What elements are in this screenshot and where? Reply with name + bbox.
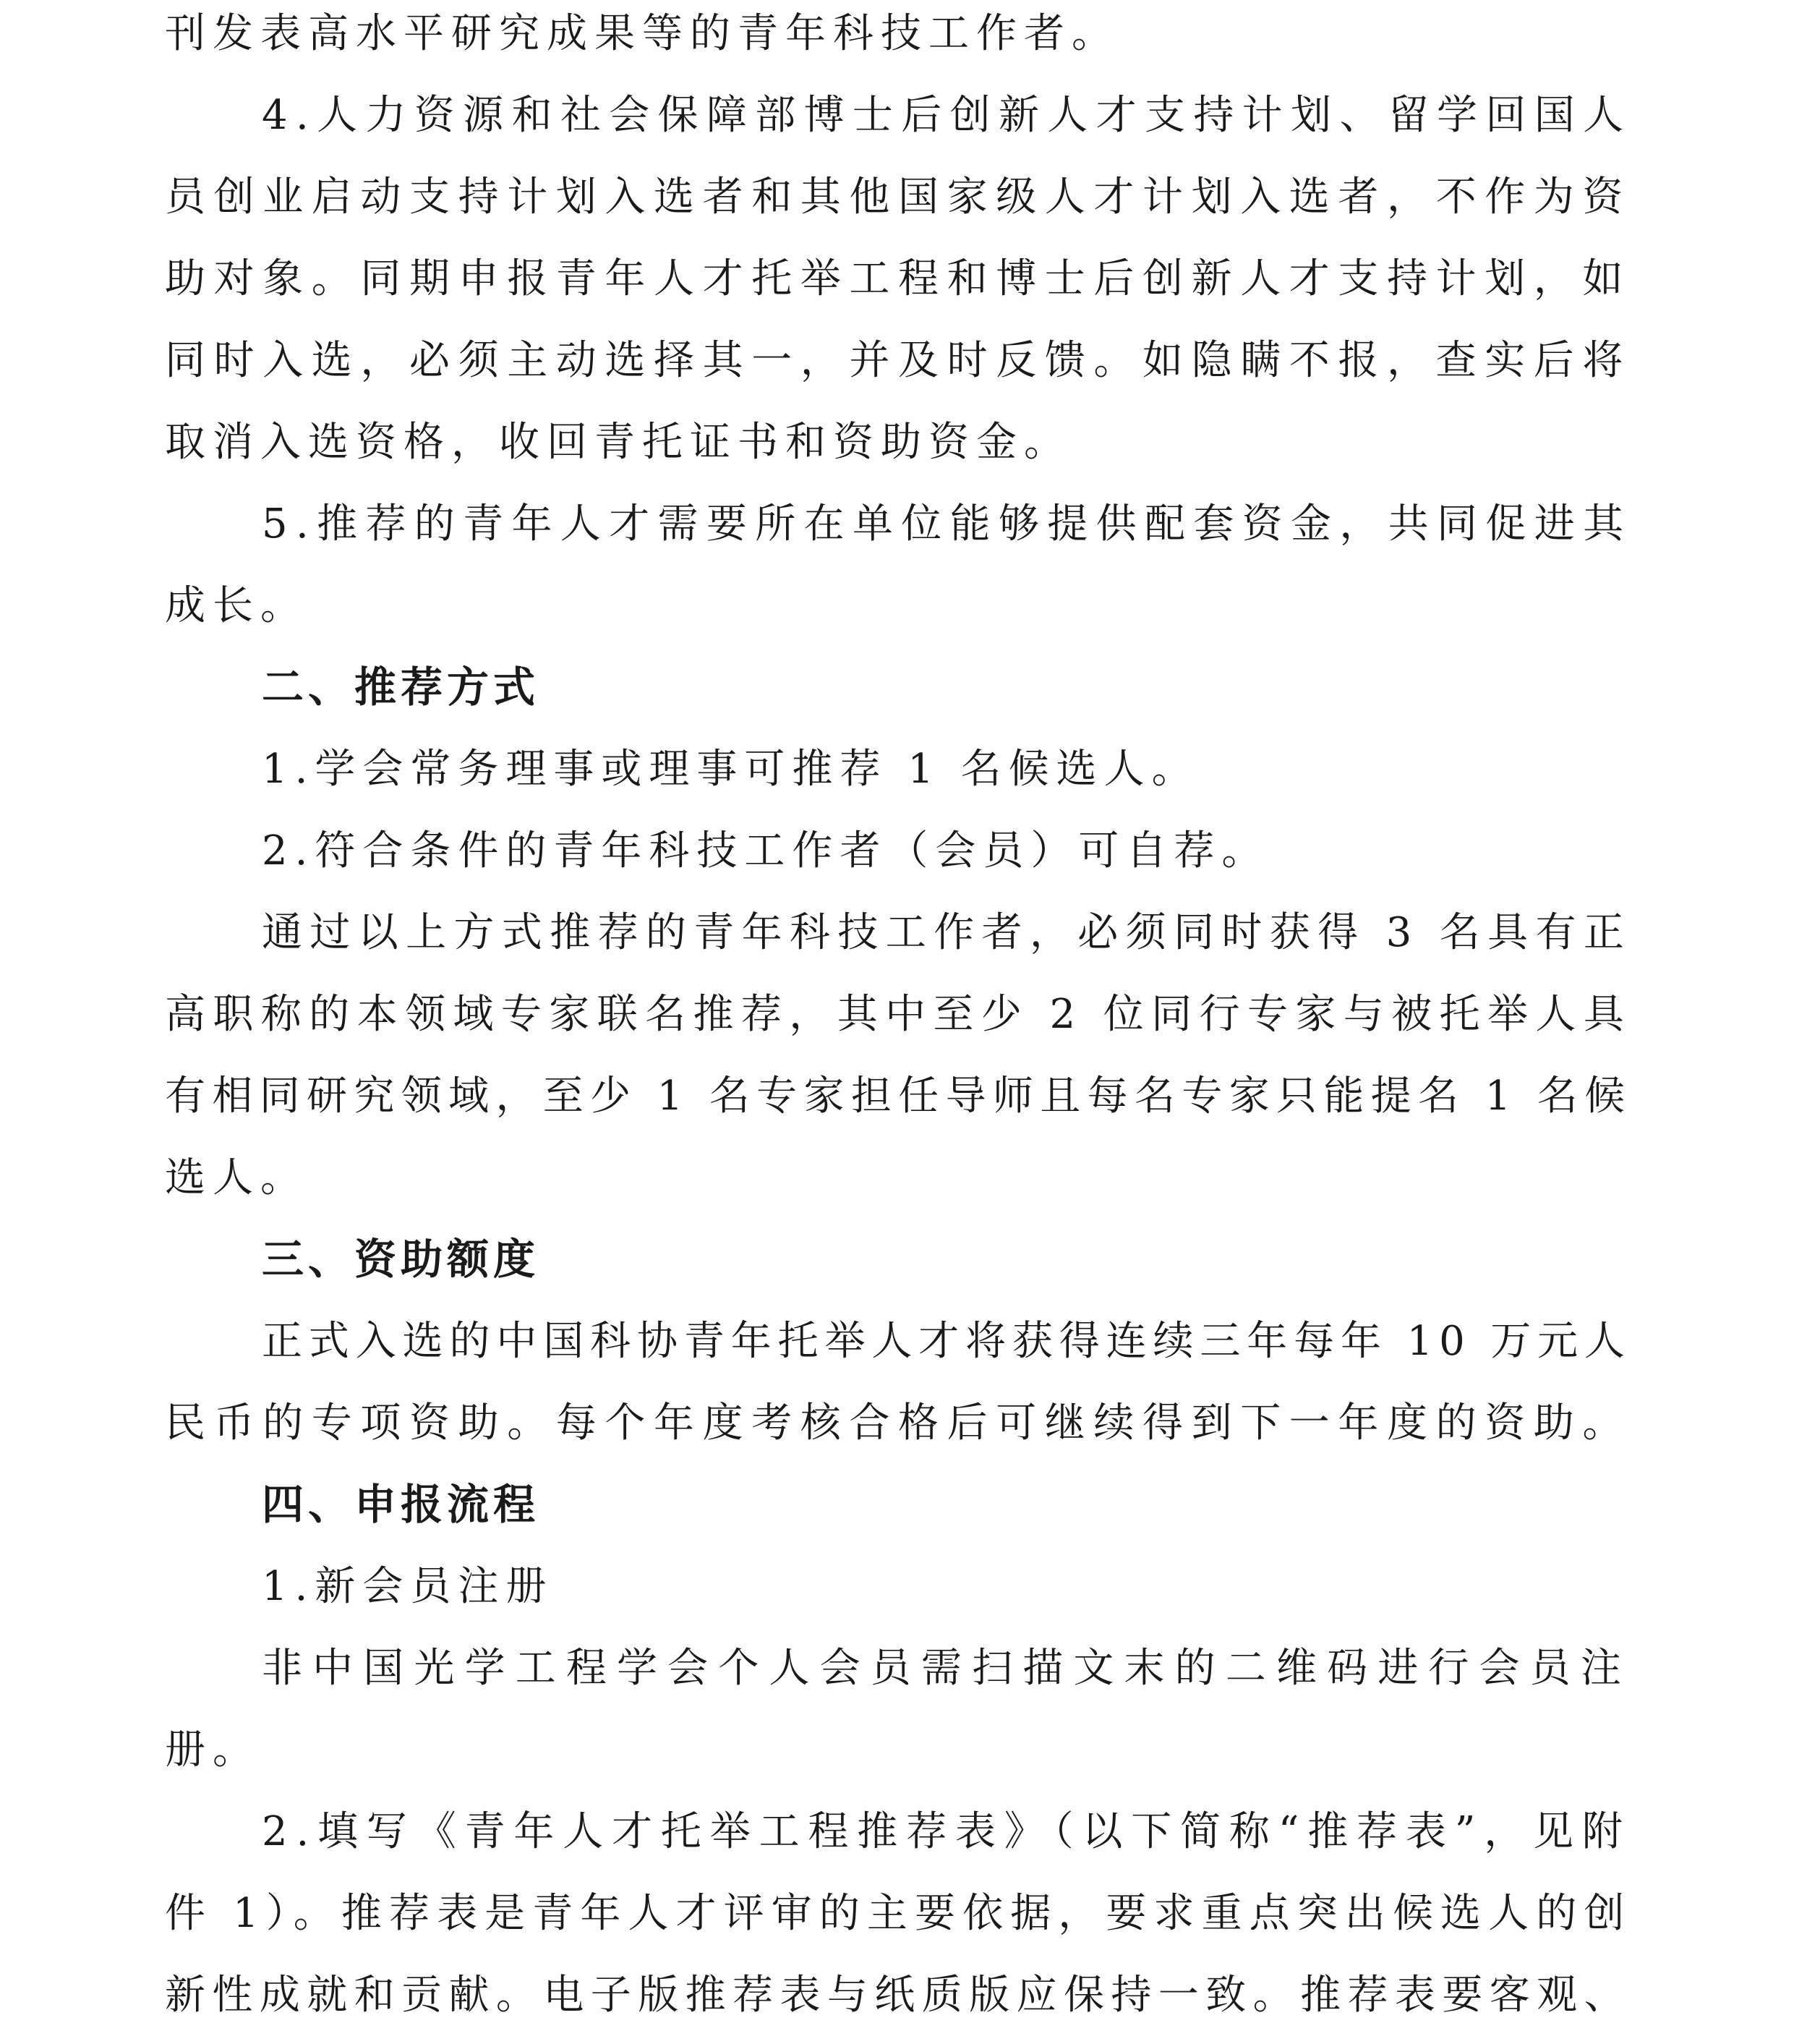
- text-line: 助对象。同期申报青年人才托举工程和博士后创新人才支持计划，如: [165, 255, 1631, 302]
- text-line: 民币的专项资助。每个年度考核合格后可继续得到下一年度的资助。: [165, 1400, 1631, 1447]
- text-line: 高职称的本领域专家联名推荐，其中至少 2 位同行专家与被托举人具: [165, 991, 1631, 1038]
- text-line: 1.新会员注册: [262, 1563, 554, 1610]
- section-heading: 二、推荐方式: [262, 663, 540, 712]
- text-line: 1.学会常务理事或理事可推荐 1 名候选人。: [262, 746, 1200, 793]
- text-line: 有相同研究领域，至少 1 名专家担任导师且每名专家只能提名 1 名候: [165, 1073, 1631, 1120]
- text-line: 4.人力资源和社会保障部博士后创新人才支持计划、留学回国人: [262, 92, 1631, 139]
- text-line: 通过以上方式推荐的青年科技工作者，必须同时获得 3 名具有正: [262, 909, 1631, 956]
- text-line: 取消入选资格，收回青托证书和资助资金。: [165, 419, 1072, 466]
- text-line: 新性成就和贡献。电子版推荐表与纸质版应保持一致。推荐表要客观、: [165, 1972, 1631, 2019]
- text-line: 2.符合条件的青年科技工作者（会员）可自荐。: [262, 827, 1270, 874]
- section-heading: 四、申报流程: [262, 1480, 540, 1529]
- text-line: 刊发表高水平研究成果等的青年科技工作者。: [165, 10, 1119, 57]
- section-heading: 三、资助额度: [262, 1235, 540, 1284]
- text-line: 同时入选，必须主动选择其一，并及时反馈。如隐瞒不报，查实后将: [165, 337, 1631, 384]
- text-line: 非中国光学工程学会个人会员需扫描文末的二维码进行会员注: [262, 1645, 1631, 1692]
- text-line: 5.推荐的青年人才需要所在单位能够提供配套资金，共同促进其: [262, 501, 1631, 548]
- text-line: 件 1）。推荐表是青年人才评审的主要依据，要求重点突出候选人的创: [165, 1890, 1631, 1937]
- document-page: [165, 0, 1631, 2044]
- text-line: 员创业启动支持计划入选者和其他国家级人才计划入选者，不作为资: [165, 174, 1631, 221]
- text-line: 正式入选的中国科协青年托举人才将获得连续三年每年 10 万元人: [262, 1318, 1631, 1365]
- text-line: 2.填写《青年人才托举工程推荐表》（以下简称“推荐表”，见附: [262, 1808, 1631, 1855]
- text-line: 册。: [165, 1726, 260, 1773]
- text-line: 成长。: [165, 582, 308, 629]
- text-line: 选人。: [165, 1154, 308, 1201]
